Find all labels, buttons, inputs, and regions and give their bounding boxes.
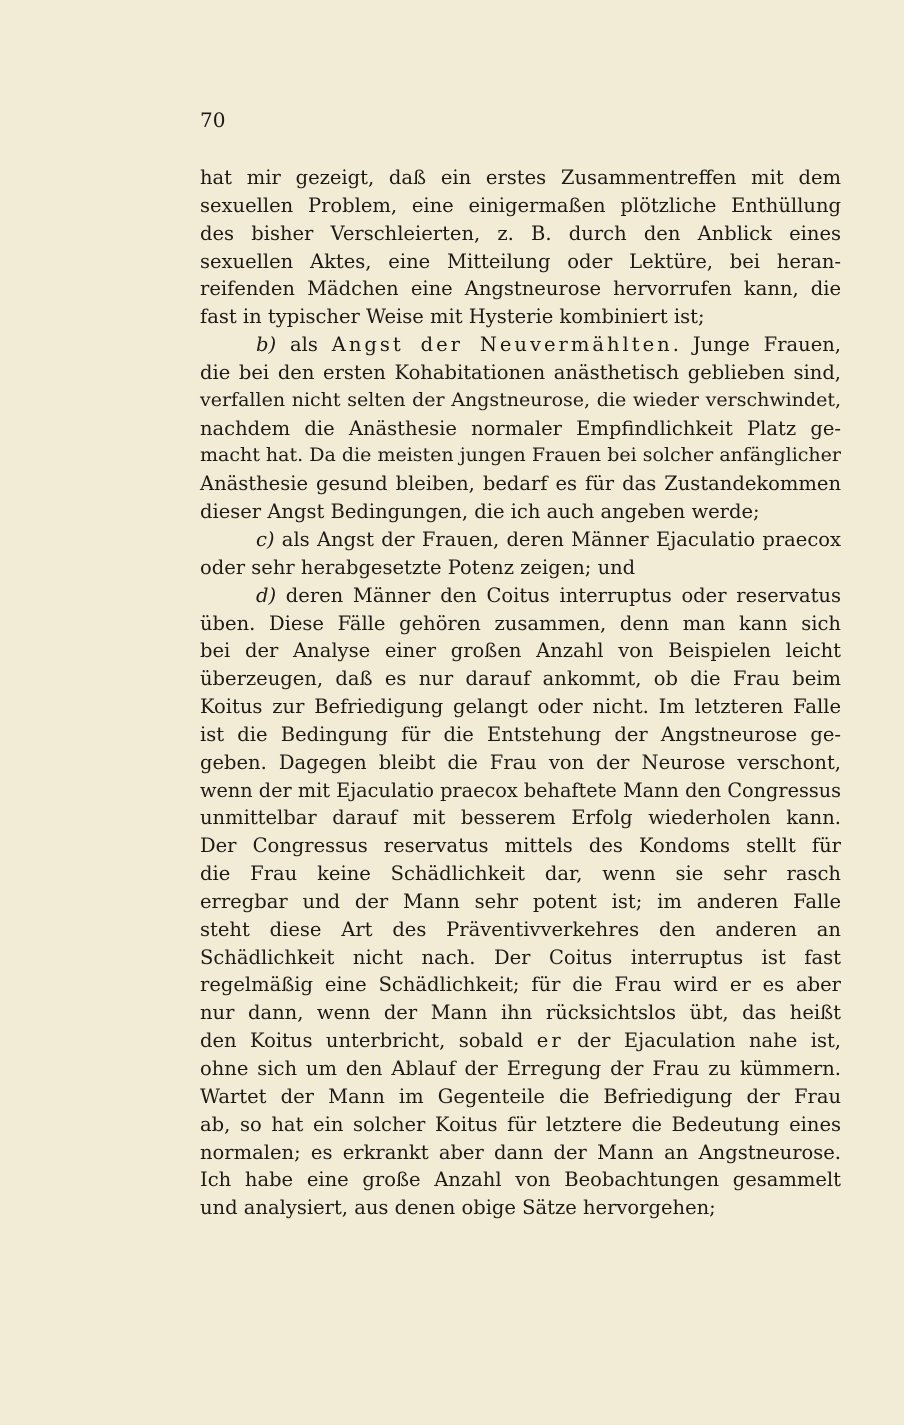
text-line-enum-b: b) als Angst der Neuvermählten. Junge Frauen, — [256, 333, 841, 357]
text-line: regelmäßig eine Schädlichkeit; für die Frau wird er es aber — [200, 973, 841, 997]
text-line: oder sehr herabgesetzte Potenz zeigen; und — [200, 555, 636, 579]
emphasis-spaced: Angst der Neuvermählten — [331, 333, 673, 357]
text-line: die bei den ersten Kohabitationen anästhetisch geblieben sind, — [200, 360, 841, 384]
text-line: die Frau keine Schädlichkeit dar, wenn sie sehr rasch — [200, 862, 841, 886]
text-line: geben. Dagegen bleibt die Frau von der Neurose verschont, — [200, 750, 841, 774]
text-line: dieser Angst Bedingungen, die ich auch angeben werde; — [200, 500, 760, 524]
text-line: den Koitus unterbricht, sobald er der Ejaculation nahe ist, — [200, 1029, 841, 1053]
text-line: üben. Diese Fälle gehören zusammen, denn man kann sich — [200, 611, 841, 635]
emphasis-spaced: er — [536, 1029, 564, 1053]
enum-marker: d) — [256, 583, 277, 607]
enum-marker: b) — [256, 333, 277, 357]
text-line: ab, so hat ein solcher Koitus für letztere die Bedeutung eines — [200, 1112, 841, 1136]
text-line: Koitus zur Befriedigung gelangt oder nicht. Im letzteren Falle — [200, 695, 841, 719]
text-line: Wartet der Mann im Gegenteile die Befriedigung der Frau — [200, 1084, 841, 1108]
text-line: hat mir gezeigt, daß ein erstes Zusammentreffen mit dem — [200, 166, 841, 189]
text-line: Schädlichkeit nicht nach. Der Coitus interruptus ist fast — [200, 945, 841, 969]
body-text — [200, 164, 841, 1222]
page-number: 70 — [200, 108, 226, 132]
text-line: und analysiert, aus denen obige Sätze hervorgehen; — [200, 1196, 716, 1220]
text-line: reifenden Mädchen eine Angstneurose hervorrufen kann, die — [200, 277, 841, 301]
text-line: wenn der mit Ejaculatio praecox behaftete Mann den Congressus — [200, 778, 841, 802]
text-line: normalen; es erkrankt aber dann der Mann an Angstneurose. — [200, 1140, 841, 1164]
text-line: unmittelbar darauf mit besserem Erfolg wiederholen kann. — [200, 806, 841, 830]
text-line: sexuellen Aktes, eine Mitteilung oder Lektüre, bei heran- — [200, 249, 841, 273]
text-line: ohne sich um den Ablauf der Erregung der Frau zu kümmern. — [200, 1057, 841, 1080]
text-line: fast in typischer Weise mit Hysterie kombiniert ist; — [200, 305, 705, 329]
text-line: Ich habe eine große Anzahl von Beobachtungen gesammelt — [200, 1168, 841, 1192]
text-line: des bisher Verschleierten, z. B. durch den Anblick eines — [200, 221, 841, 245]
text-line: erregbar und der Mann sehr potent ist; im anderen Falle — [200, 889, 841, 913]
enum-marker: c) — [256, 527, 275, 551]
text-line: Anästhesie gesund bleiben, bedarf es für das Zustandekommen — [200, 472, 841, 496]
text-line: bei der Analyse einer großen Anzahl von Beispielen leicht — [200, 639, 841, 663]
text-line: ist die Bedingung für die Entstehung der Angstneurose ge- — [200, 722, 841, 746]
text-line: nur dann, wenn der Mann ihn rücksichtslos übt, das heißt — [200, 1001, 841, 1025]
text-line-enum-d: d) deren Männer den Coitus interruptus oder reservatus — [256, 583, 841, 607]
text-line: steht diese Art des Präventivverkehres den anderen an — [200, 917, 841, 941]
text-line: verfallen nicht selten der Angstneurose, die wieder verschwindet, — [200, 388, 841, 411]
text-line-enum-c: c) als Angst der Frauen, deren Männer Ejaculatio praecox — [256, 527, 841, 551]
text-line: nachdem die Anästhesie normaler Empfindlichkeit Platz ge- — [200, 416, 841, 440]
text-line: überzeugen, daß es nur darauf ankommt, ob die Frau beim — [200, 667, 841, 691]
text-line: macht hat. Da die meisten jungen Frauen bei solcher anfänglicher — [200, 444, 841, 467]
text-line: Der Congressus reservatus mittels des Kondoms stellt für — [200, 834, 841, 858]
text-line: sexuellen Problem, eine einigermaßen plötzliche Enthüllung — [200, 193, 841, 217]
